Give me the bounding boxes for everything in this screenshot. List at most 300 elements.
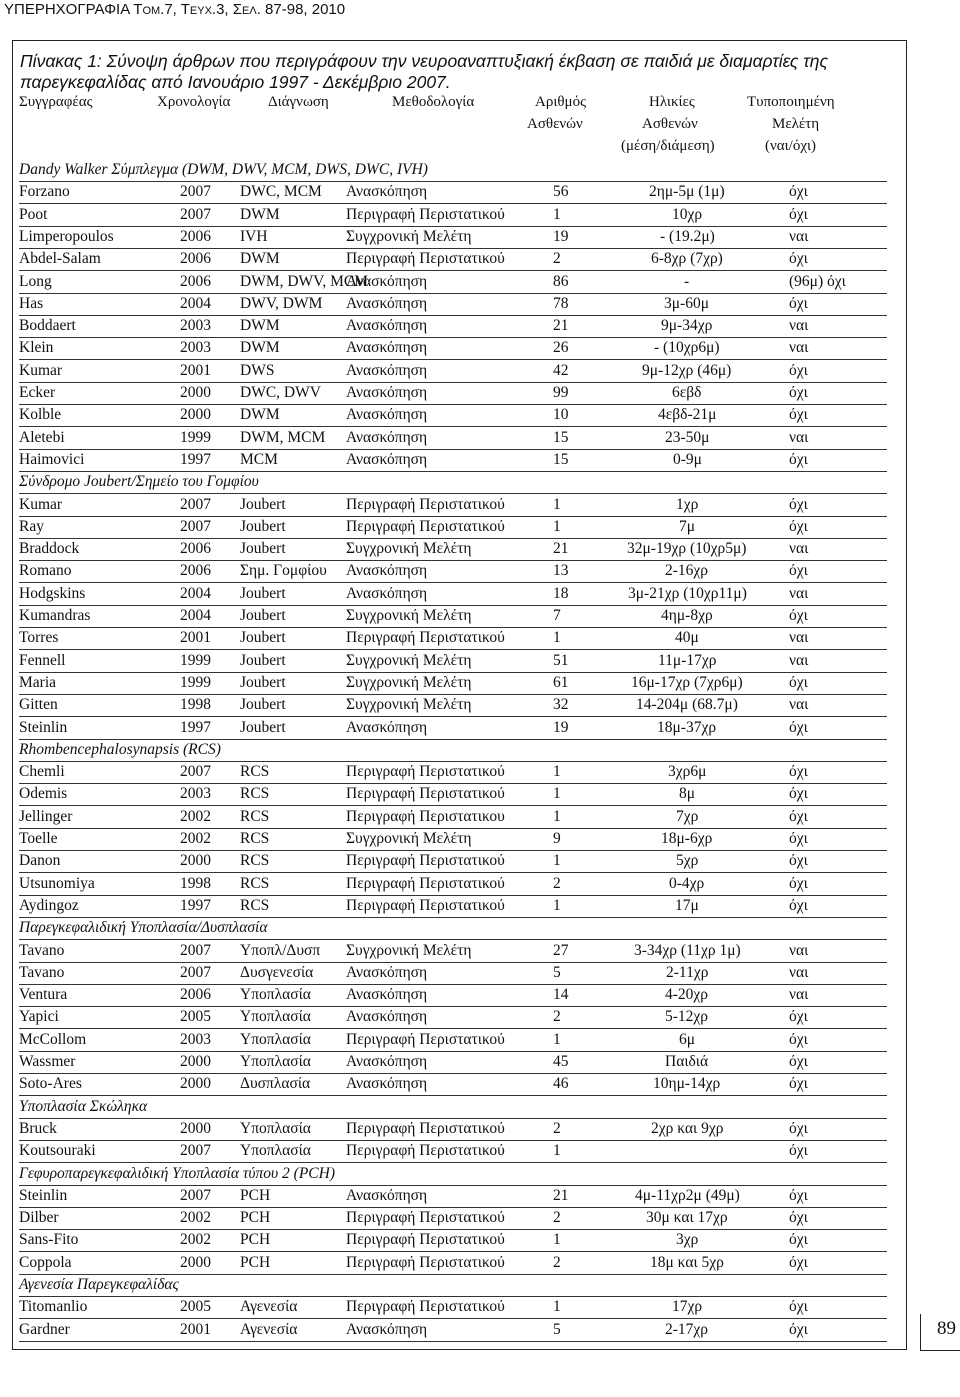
cell-ages: 32μ-19χρ (10χρ5μ): [627, 540, 747, 557]
cell-patients: 42: [553, 362, 569, 379]
cell-author: Has: [19, 295, 44, 312]
cell-diagnosis: Joubert: [240, 629, 286, 646]
cell-typed: ναι: [789, 964, 809, 981]
cell-author: Odemis: [19, 785, 68, 802]
cell-method: Ανασκόπηση: [346, 339, 428, 356]
cell-author: Gardner: [19, 1321, 70, 1338]
cell-author: Sans-Fito: [19, 1231, 79, 1248]
cell-ages: 2-11χρ: [666, 964, 709, 981]
cell-diagnosis: PCH: [240, 1254, 271, 1271]
table-row: [19, 1073, 887, 1096]
table-row: [19, 382, 887, 405]
cell-method: Ανασκόπηση: [346, 1187, 428, 1204]
cell-typed: ναι: [789, 942, 809, 959]
cell-ages: -: [684, 273, 690, 290]
cell-method: Συγχρονική Μελέτη: [346, 228, 472, 245]
table-row: [19, 895, 887, 918]
header-year: Χρονολογία: [157, 94, 231, 110]
cell-year: 2006: [180, 986, 211, 1003]
table-row: [19, 1051, 887, 1074]
cell-method: Περιγραφή Περιστατικού: [346, 1120, 505, 1137]
cell-ages: 9μ-34χρ: [661, 317, 713, 334]
cell-ages: 5χρ: [676, 852, 699, 869]
cell-method: Περιγραφή Περιστατικού: [346, 1142, 505, 1159]
cell-diagnosis: Joubert: [240, 540, 286, 557]
cell-typed: όχι: [789, 1321, 808, 1338]
section-title: Γεφυροπαρεγκεφαλιδική Υποπλασία τύπου 2 (PCH): [19, 1165, 335, 1182]
cell-method: Περιγραφή Περιστατικου: [346, 808, 505, 825]
cell-patients: 2: [553, 875, 561, 892]
cell-patients: 18: [553, 585, 569, 602]
cell-method: Περιγραφή Περιστατικού: [346, 763, 505, 780]
cell-patients: 13: [553, 562, 569, 579]
cell-patients: 1: [553, 808, 561, 825]
cell-ages: 6εβδ: [672, 384, 702, 401]
cell-method: Ανασκόπηση: [346, 295, 428, 312]
cell-author: Jellinger: [19, 808, 73, 825]
cell-year: 2000: [180, 384, 211, 401]
cell-patients: 21: [553, 1187, 569, 1204]
cell-author: Coppola: [19, 1254, 72, 1271]
table-row: [19, 783, 887, 806]
cell-author: Hodgskins: [19, 585, 86, 602]
cell-year: 2006: [180, 228, 211, 245]
cell-diagnosis: MCM: [240, 451, 278, 468]
cell-year: 2007: [180, 942, 211, 959]
cell-patients: 1: [553, 897, 561, 914]
cell-ages: - (10χρ6μ): [654, 339, 720, 356]
cell-year: 2000: [180, 1120, 211, 1137]
cell-author: Limperopoulos: [19, 228, 114, 245]
cell-year: 2002: [180, 830, 211, 847]
cell-year: 2007: [180, 518, 211, 535]
cell-diagnosis: DWC, DWV: [240, 384, 321, 401]
cell-method: Ανασκόπηση: [346, 183, 428, 200]
table-row: [19, 181, 887, 204]
cell-ages: 18μ και 5χρ: [650, 1254, 724, 1271]
cell-year: 2007: [180, 496, 211, 513]
section-title: Rhombencephalosynapsis (RCS): [19, 741, 221, 758]
cell-ages: 2ημ-5μ (1μ): [649, 183, 725, 200]
cell-year: 2007: [180, 206, 211, 223]
cell-author: Yapici: [19, 1008, 59, 1025]
cell-author: Haimovici: [19, 451, 85, 468]
cell-patients: 15: [553, 451, 569, 468]
cell-diagnosis: Joubert: [240, 696, 286, 713]
cell-typed: όχι: [789, 1254, 808, 1271]
cell-method: Συγχρονική Μελέτη: [346, 942, 472, 959]
cell-author: Dilber: [19, 1209, 59, 1226]
cell-diagnosis: DWM: [240, 317, 280, 334]
cell-ages: 6-8χρ (7χρ): [651, 250, 723, 267]
cell-typed: όχι: [789, 1075, 808, 1092]
cell-patients: 1: [553, 496, 561, 513]
table-row: [19, 226, 887, 249]
cell-typed: όχι: [789, 1120, 808, 1137]
cell-author: Steinlin: [19, 1187, 68, 1204]
cell-typed: όχι: [789, 830, 808, 847]
cell-patients: 27: [553, 942, 569, 959]
cell-diagnosis: PCH: [240, 1231, 271, 1248]
cell-diagnosis: DWM, MCM: [240, 429, 326, 446]
cell-typed: ναι: [789, 696, 809, 713]
cell-patients: 86: [553, 273, 569, 290]
cell-ages: 3χρ: [676, 1231, 699, 1248]
cell-typed: όχι: [789, 674, 808, 691]
cell-diagnosis: Joubert: [240, 496, 286, 513]
cell-author: Kolble: [19, 406, 62, 423]
cell-ages: 1χρ: [676, 496, 699, 513]
table-row: [19, 1229, 887, 1252]
cell-ages: 17μ: [675, 897, 699, 914]
cell-year: 2006: [180, 273, 211, 290]
cell-typed: ναι: [789, 652, 809, 669]
section-title: Αγενεσία Παρεγκεφαλίδας: [19, 1276, 179, 1293]
cell-method: Ανασκόπηση: [346, 273, 428, 290]
cell-method: Συγχρονική Μελέτη: [346, 696, 472, 713]
table-row: [19, 293, 887, 316]
table-row: [19, 1207, 887, 1230]
section-title: Dandy Walker Σύμπλεγμα (DWM, DWV, MCM, DWS, DWC, IVH): [19, 161, 428, 178]
header-ages: Ηλικίες: [649, 94, 695, 110]
cell-year: 2006: [180, 562, 211, 579]
table-row: [19, 1006, 887, 1029]
cell-diagnosis: DWS: [240, 362, 275, 379]
cell-method: Ανασκόπηση: [346, 1321, 428, 1338]
cell-ages: 6μ: [679, 1031, 696, 1048]
table-row: [19, 538, 887, 561]
cell-ages: 4ημ-8χρ: [661, 607, 713, 624]
cell-author: Steinlin: [19, 719, 68, 736]
table-row: [19, 1185, 887, 1208]
table-row: [19, 560, 887, 583]
cell-diagnosis: DWM: [240, 406, 280, 423]
table-row: [19, 828, 887, 851]
cell-ages: 3-34χρ (11χρ 1μ): [634, 942, 741, 959]
cell-method: Συγχρονική Μελέτη: [346, 607, 472, 624]
cell-ages: 2χρ και 9χρ: [651, 1120, 724, 1137]
cell-diagnosis: Υποπλ/Δυσπ: [240, 942, 321, 959]
cell-typed: όχι: [789, 897, 808, 914]
cell-patients: 1: [553, 763, 561, 780]
cell-year: 2007: [180, 964, 211, 981]
table-row: [19, 494, 887, 517]
table-caption: [20, 51, 900, 93]
cell-diagnosis: Joubert: [240, 585, 286, 602]
cell-method: Συγχρονική Μελέτη: [346, 830, 472, 847]
cell-author: Aydingoz: [19, 897, 79, 914]
cell-method: Περιγραφή Περιστατικού: [346, 629, 505, 646]
cell-ages: 4μ-11χρ2μ (49μ): [635, 1187, 740, 1204]
cell-patients: 7: [553, 607, 561, 624]
cell-author: Koutsouraki: [19, 1142, 96, 1159]
cell-typed: όχι: [789, 384, 808, 401]
cell-patients: 2: [553, 1254, 561, 1271]
table-row: [19, 583, 887, 606]
table-row: [19, 1319, 887, 1342]
cell-patients: 32: [553, 696, 569, 713]
cell-diagnosis: RCS: [240, 763, 270, 780]
cell-patients: 1: [553, 1031, 561, 1048]
cell-method: Περιγραφή Περιστατικού: [346, 496, 505, 513]
cell-typed: όχι: [789, 406, 808, 423]
header-ages-3: (μέση/διάμεση): [621, 138, 715, 154]
cell-typed: ναι: [789, 317, 809, 334]
table-row: [19, 984, 887, 1007]
cell-year: 2001: [180, 1321, 211, 1338]
cell-year: 2001: [180, 362, 211, 379]
cell-diagnosis: DWM: [240, 250, 280, 267]
cell-diagnosis: Υποπλασία: [240, 1142, 311, 1159]
cell-ages: 40μ: [675, 629, 699, 646]
table-row: [19, 248, 887, 271]
cell-diagnosis: IVH: [240, 228, 268, 245]
cell-patients: 19: [553, 228, 569, 245]
header-patients-2: Ασθενών: [527, 116, 583, 132]
cell-patients: 1: [553, 1298, 561, 1315]
cell-typed: όχι: [789, 295, 808, 312]
cell-year: 2000: [180, 852, 211, 869]
cell-typed: όχι: [789, 362, 808, 379]
table-row: [19, 850, 887, 873]
section-heading: [19, 739, 887, 762]
cell-diagnosis: Joubert: [240, 719, 286, 736]
cell-ages: 16μ-17χρ (7χρ6μ): [631, 674, 743, 691]
cell-diagnosis: Αγενεσία: [240, 1321, 298, 1338]
cell-ages: 11μ-17χρ: [658, 652, 717, 669]
cell-author: Ray: [19, 518, 44, 535]
cell-patients: 2: [553, 1209, 561, 1226]
cell-ages: 3μ-21χρ (10χρ11μ): [628, 585, 747, 602]
header-author: Συγγραφέας: [19, 94, 93, 110]
cell-author: Toelle: [19, 830, 58, 847]
cell-author: Long: [19, 273, 52, 290]
cell-author: Titomanlio: [19, 1298, 88, 1315]
cell-patients: 1: [553, 852, 561, 869]
cell-typed: όχι: [789, 518, 808, 535]
cell-method: Ανασκόπηση: [346, 719, 428, 736]
cell-method: Ανασκόπηση: [346, 406, 428, 423]
cell-patients: 78: [553, 295, 569, 312]
cell-author: Bruck: [19, 1120, 57, 1137]
cell-author: Wassmer: [19, 1053, 76, 1070]
table-row: [19, 605, 887, 628]
cell-author: Braddock: [19, 540, 80, 557]
cell-author: Klein: [19, 339, 54, 356]
cell-patients: 1: [553, 629, 561, 646]
cell-method: Περιγραφή Περιστατικού: [346, 206, 505, 223]
table-row: [19, 516, 887, 539]
cell-year: 2002: [180, 1231, 211, 1248]
cell-diagnosis: Joubert: [240, 652, 286, 669]
cell-patients: 51: [553, 652, 569, 669]
cell-year: 2000: [180, 1053, 211, 1070]
cell-diagnosis: Υποπλασία: [240, 986, 311, 1003]
cell-method: Περιγραφή Περιστατικού: [346, 1031, 505, 1048]
cell-ages: 5-12χρ: [665, 1008, 709, 1025]
header-diagnosis: Διάγνωση: [268, 94, 329, 110]
cell-author: Chemli: [19, 763, 65, 780]
cell-year: 1998: [180, 875, 211, 892]
table-row: [19, 315, 887, 338]
cell-method: Ανασκόπηση: [346, 1053, 428, 1070]
cell-method: Ανασκόπηση: [346, 362, 428, 379]
cell-author: McCollom: [19, 1031, 87, 1048]
cell-author: Tavano: [19, 942, 65, 959]
cell-year: 1999: [180, 674, 211, 691]
cell-typed: όχι: [789, 1142, 808, 1159]
cell-author: Kumar: [19, 362, 63, 379]
cell-ages: 23-50μ: [665, 429, 710, 446]
cell-author: Soto-Ares: [19, 1075, 82, 1092]
cell-author: Gitten: [19, 696, 58, 713]
cell-typed: όχι: [789, 206, 808, 223]
cell-author: Kumandras: [19, 607, 91, 624]
cell-diagnosis: DWM: [240, 206, 280, 223]
cell-ages: 18μ-37χρ: [657, 719, 717, 736]
cell-diagnosis: Joubert: [240, 607, 286, 624]
cell-year: 2001: [180, 629, 211, 646]
cell-diagnosis: DWM, DWV, MCM: [240, 273, 369, 290]
cell-diagnosis: Αγενεσία: [240, 1298, 298, 1315]
cell-year: 2005: [180, 1008, 211, 1025]
cell-method: Ανασκόπηση: [346, 585, 428, 602]
cell-diagnosis: RCS: [240, 852, 270, 869]
cell-author: Aletebi: [19, 429, 65, 446]
cell-typed: ναι: [789, 629, 809, 646]
table-row: [19, 1140, 887, 1163]
cell-typed: ναι: [789, 986, 809, 1003]
cell-diagnosis: Joubert: [240, 674, 286, 691]
cell-typed: όχι: [789, 852, 808, 869]
cell-method: Περιγραφή Περιστατικού: [346, 1298, 505, 1315]
cell-patients: 1: [553, 785, 561, 802]
cell-patients: 26: [553, 339, 569, 356]
cell-year: 1997: [180, 897, 211, 914]
cell-method: Συγχρονική Μελέτη: [346, 652, 472, 669]
caption-label: Πίνακας 1:: [20, 51, 102, 71]
table-row: [19, 627, 887, 650]
cell-year: 2003: [180, 785, 211, 802]
cell-author: Kumar: [19, 496, 63, 513]
table-row: [19, 1118, 887, 1141]
cell-ages: Παιδιά: [665, 1053, 709, 1070]
cell-ages: 2-16χρ: [665, 562, 709, 579]
table-row: [19, 404, 887, 427]
cell-author: Torres: [19, 629, 59, 646]
cell-method: Περιγραφή Περιστατικού: [346, 852, 505, 869]
table-row: [19, 694, 887, 717]
cell-method: Ανασκόπηση: [346, 1008, 428, 1025]
cell-author: Romano: [19, 562, 72, 579]
cell-typed: όχι: [789, 1231, 808, 1248]
cell-patients: 14: [553, 986, 569, 1003]
cell-year: 1998: [180, 696, 211, 713]
table-row: [19, 271, 887, 294]
cell-patients: 2: [553, 250, 561, 267]
table-row: [19, 873, 887, 896]
cell-method: Περιγραφή Περιστατικού: [346, 250, 505, 267]
cell-typed: ναι: [789, 540, 809, 557]
cell-author: Poot: [19, 206, 48, 223]
cell-author: Tavano: [19, 964, 65, 981]
cell-typed: όχι: [789, 1187, 808, 1204]
cell-ages: - (19.2μ): [660, 228, 715, 245]
cell-diagnosis: RCS: [240, 808, 270, 825]
section-heading: [19, 159, 887, 182]
caption-text: Σύνοψη άρθρων που περιγράφουν την νευροαναπτυξιακή έκβαση σε παιδιά με διαμαρτίες της παρεγκεφαλίδας από Ιανουάριο 1997 - Δεκέμβριο 2007.: [20, 51, 828, 92]
table-row: [19, 1029, 887, 1052]
cell-typed: όχι: [789, 785, 808, 802]
cell-typed: όχι: [789, 250, 808, 267]
cell-diagnosis: RCS: [240, 830, 270, 847]
header-ages-2: Ασθενών: [642, 116, 698, 132]
cell-method: Ανασκόπηση: [346, 429, 428, 446]
section-heading: [19, 917, 887, 940]
cell-ages: 3χρ6μ: [668, 763, 707, 780]
cell-patients: 1: [553, 1142, 561, 1159]
cell-typed: ναι: [789, 585, 809, 602]
section-title: Παρεγκεφαλιδική Υποπλασία/Δυσπλασία: [19, 919, 268, 936]
table-row: [19, 1296, 887, 1319]
cell-year: 1999: [180, 429, 211, 446]
cell-year: 2007: [180, 183, 211, 200]
cell-patients: 9: [553, 830, 561, 847]
cell-patients: 1: [553, 1231, 561, 1248]
cell-method: Συγχρονική Μελέτη: [346, 540, 472, 557]
cell-patients: 1: [553, 518, 561, 535]
cell-method: Ανασκόπηση: [346, 317, 428, 334]
cell-diagnosis: DWM: [240, 339, 280, 356]
header-typed-2: Μελέτη: [772, 116, 820, 132]
cell-typed: όχι: [789, 1031, 808, 1048]
cell-year: 2000: [180, 406, 211, 423]
cell-year: 1997: [180, 719, 211, 736]
cell-typed: όχι: [789, 562, 808, 579]
cell-patients: 21: [553, 317, 569, 334]
cell-diagnosis: Υποπλασία: [240, 1120, 311, 1137]
cell-patients: 10: [553, 406, 569, 423]
cell-year: 2004: [180, 607, 211, 624]
cell-author: Ventura: [19, 986, 68, 1003]
cell-method: Περιγραφή Περιστατικού: [346, 897, 505, 914]
cell-ages: 18μ-6χρ: [661, 830, 713, 847]
cell-ages: 9μ-12χρ (46μ): [642, 362, 732, 379]
cell-patients: 5: [553, 964, 561, 981]
cell-patients: 15: [553, 429, 569, 446]
table-row: [19, 427, 887, 450]
cell-diagnosis: RCS: [240, 785, 270, 802]
cell-method: Ανασκόπηση: [346, 451, 428, 468]
cell-ages: 10ημ-14χρ: [653, 1075, 721, 1092]
header-patients: Αριθμός: [535, 94, 587, 110]
cell-ages: 10χρ: [672, 206, 703, 223]
cell-year: 2005: [180, 1298, 211, 1315]
cell-method: Περιγραφή Περιστατικού: [346, 518, 505, 535]
cell-typed: ναι: [789, 339, 809, 356]
cell-method: Περιγραφή Περιστατικού: [346, 1209, 505, 1226]
cell-method: Περιγραφή Περιστατικού: [346, 785, 505, 802]
cell-typed: όχι: [789, 1008, 808, 1025]
cell-diagnosis: Υποπλασία: [240, 1031, 311, 1048]
cell-ages: 7χρ: [676, 808, 699, 825]
cell-diagnosis: RCS: [240, 897, 270, 914]
header-typed-3: (ναι/όχι): [765, 138, 817, 154]
cell-year: 1997: [180, 451, 211, 468]
table-row: [19, 672, 887, 695]
cell-typed: όχι: [789, 1053, 808, 1070]
cell-patients: 56: [553, 183, 569, 200]
